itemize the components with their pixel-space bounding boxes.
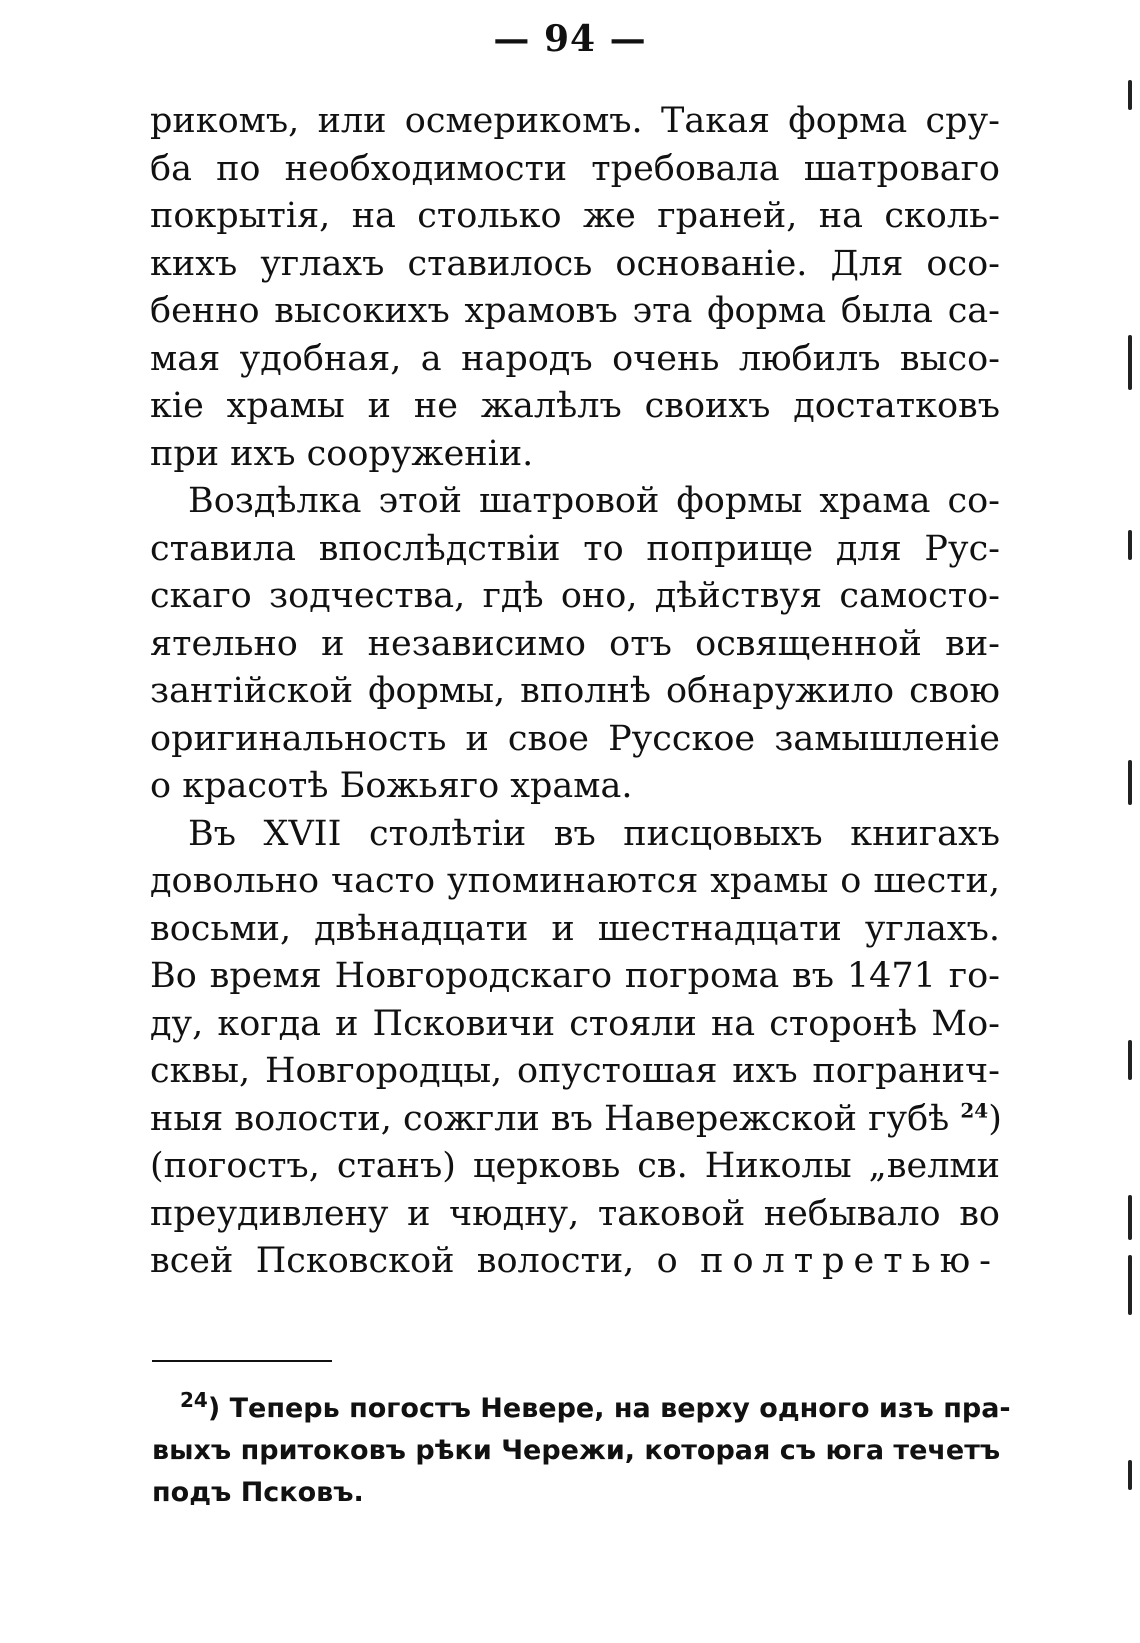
scan-edge-marks: [1110, 0, 1140, 1643]
text-line: преудивлену и чюдну, таковой небывало во: [150, 1193, 1000, 1234]
footnote-text: ) Теперь погостъ Невере, на верху одного изъ пра-: [207, 1393, 1011, 1424]
scan-edge-mark: [1128, 80, 1132, 110]
text-segment: ): [988, 1098, 1002, 1139]
scan-edge-mark: [1128, 760, 1132, 805]
page-number: — 94 —: [493, 18, 647, 60]
scan-edge-mark: [1128, 1040, 1132, 1080]
text-line: Во время Новгородскаго погрома въ 1471 го-: [150, 956, 1000, 996]
footnote: [152, 1388, 1011, 1514]
text-line: [150, 1096, 1000, 1144]
text-line: ду, когда и Псковичи стояли на сторонѣ Мо-: [150, 1003, 1000, 1044]
text-line: довольно часто упоминаются храмы о шести,: [150, 861, 1000, 901]
text-line: ба по необходимости требовала шатроваго: [150, 148, 1000, 189]
text-line: рикомъ, или осмерикомъ. Такая форма сру-: [150, 101, 1000, 141]
scan-edge-mark: [1128, 1460, 1132, 1490]
footnote-divider: [152, 1360, 332, 1362]
text-line: о красотѣ Божьяго храма.: [150, 766, 633, 806]
scan-edge-mark: [1128, 530, 1132, 560]
scan-edge-mark: [1128, 335, 1132, 390]
footnote-line: выхъ притоковъ рѣки Черeжи, которая съ юга течетъ: [152, 1435, 1001, 1466]
text-line: сквы, Новгородцы, опустошая ихъ погранич-: [150, 1051, 1000, 1091]
text-line: восьми, двѣнадцати и шестнадцати углахъ.: [150, 908, 1000, 949]
text-line: при ихъ сооруженіи.: [150, 433, 534, 474]
text-line: мая удобная, а народъ очень любилъ высо-: [150, 338, 1000, 379]
text-segment: ныя волости, сожгли въ Наверeжской губѣ: [150, 1098, 950, 1139]
text-line: ставила впослѣдствіи то поприще для Рус-: [150, 528, 1000, 569]
text-line: кихъ углахъ ставилось основаніе. Для осо-: [150, 243, 1000, 284]
text-line: кіе храмы и не жалѣлъ своихъ достатковъ: [150, 386, 1000, 426]
text-line: скаго зодчества, гдѣ оно, дѣйствуя самосто-: [150, 576, 1000, 616]
scan-edge-mark: [1128, 1255, 1132, 1315]
text-segment: всей Псковской волости, о: [150, 1241, 678, 1281]
footnote-reference[interactable]: 24: [960, 1097, 989, 1122]
text-line: Въ XVII столѣтіи въ писцовыхъ книгахъ: [188, 813, 1000, 854]
footnote-line: [152, 1388, 1011, 1430]
text-line: покрытія, на столько же граней, на сколь-: [150, 196, 1000, 236]
footnote-number: 24: [180, 1388, 208, 1412]
text-line: ятельно и независимо отъ освященной ви-: [150, 623, 1000, 664]
text-line: Воздѣлка этой шатровой формы храма со-: [188, 481, 1000, 521]
scan-edge-mark: [1128, 1195, 1132, 1240]
text-line: (погостъ, станъ) церковь св. Николы „велми: [150, 1146, 1000, 1186]
paragraph-3: [150, 811, 1000, 1286]
footnote-line: подъ Псковъ.: [152, 1477, 364, 1508]
text-line: [150, 1238, 1000, 1286]
spaced-text-segment: полтретью-: [700, 1241, 1000, 1281]
text-line: оригинальность и свое Русское замышленіе: [150, 718, 1000, 759]
paragraph-2: [150, 478, 1000, 811]
main-text: [150, 98, 1000, 1286]
paragraph-1: [150, 98, 1000, 478]
text-line: зантійской формы, вполнѣ обнаружило свою: [150, 671, 1000, 711]
text-line: бенно высокихъ храмовъ эта форма была са-: [150, 291, 1000, 331]
